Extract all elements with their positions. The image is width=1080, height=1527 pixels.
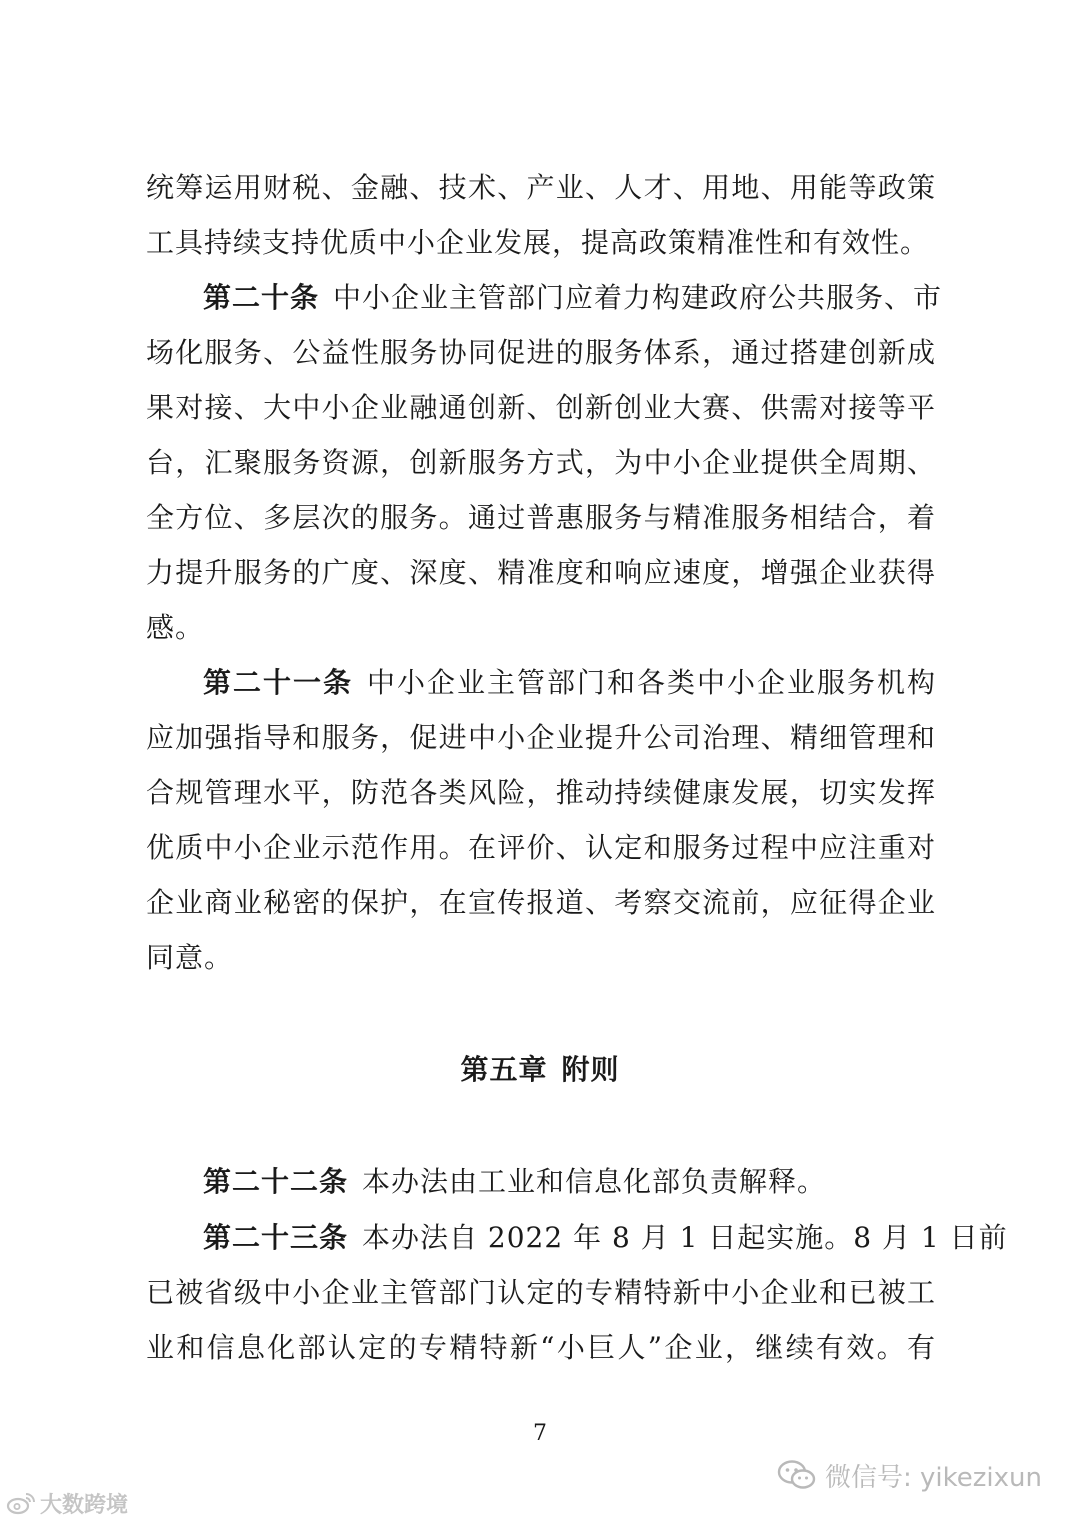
weibo-logo-icon <box>6 1490 36 1516</box>
body-text-line: 力提升服务的广度、深度、精准度和响应速度，增强企业获得 <box>146 556 936 589</box>
body-text-line: 感。 <box>146 611 205 644</box>
article-23-number: 第二十三条 <box>203 1221 349 1254</box>
body-text-line: 业和信息化部认定的专精特新“小巨人”企业，继续有效。有 <box>146 1331 936 1364</box>
body-text-line: 统筹运用财税、金融、技术、产业、人才、用地、用能等政策 <box>146 171 936 204</box>
article-20-number: 第二十条 <box>203 281 320 314</box>
article-21-first-line <box>203 663 936 703</box>
body-text-line: 果对接、大中小企业融通创新、创新创业大赛、供需对接等平 <box>146 391 936 424</box>
article-21-number: 第二十一条 <box>203 666 353 699</box>
wechat-watermark <box>777 1458 1042 1492</box>
article-23-first-line <box>203 1218 1008 1258</box>
body-text-line: 场化服务、公益性服务协同促进的服务体系，通过搭建创新成 <box>146 336 936 369</box>
body-text-line: 合规管理水平，防范各类风险，推动持续健康发展，切实发挥 <box>146 776 936 809</box>
page-number: 7 <box>533 1421 547 1446</box>
article-21-text: 中小企业主管部门和各类中小企业服务机构 <box>367 666 936 699</box>
wechat-id-text: 微信号: yikezixun <box>825 1462 1042 1493</box>
article-22-first-line <box>203 1162 936 1202</box>
article-22-text: 本办法由工业和信息化部负责解释。 <box>362 1165 827 1198</box>
body-text-line: 应加强指导和服务，促进中小企业提升公司治理、精细管理和 <box>146 721 936 754</box>
article-20-text: 中小企业主管部门应着力构建政府公共服务、市 <box>333 281 943 314</box>
body-text-line: 同意。 <box>146 941 234 974</box>
body-text-line: 全方位、多层次的服务。通过普惠服务与精准服务相结合，着 <box>146 501 936 534</box>
article-23-text: 本办法自 2022 年 8 月 1 日起实施。8 月 1 日前 <box>362 1221 1008 1254</box>
chapter-number: 第五章 <box>460 1053 548 1086</box>
body-text-line: 台，汇聚服务资源，创新服务方式，为中小企业提供全周期、 <box>146 446 936 479</box>
article-22-number: 第二十二条 <box>203 1165 349 1198</box>
body-text-line: 优质中小企业示范作用。在评价、认定和服务过程中应注重对 <box>146 831 936 864</box>
chapter-heading <box>0 1050 1080 1090</box>
chapter-title: 附则 <box>561 1053 620 1086</box>
article-20-first-line <box>203 278 943 318</box>
body-text-line: 工具持续支持优质中小企业发展，提高政策精准性和有效性。 <box>146 226 930 259</box>
brand-watermark <box>6 1488 128 1518</box>
body-text-line: 企业商业秘密的保护，在宣传报道、考察交流前，应征得企业 <box>146 886 936 919</box>
body-text-line: 已被省级中小企业主管部门认定的专精特新中小企业和已被工 <box>146 1276 936 1309</box>
wechat-icon <box>777 1459 817 1491</box>
brand-text: 大数跨境 <box>40 1492 129 1518</box>
